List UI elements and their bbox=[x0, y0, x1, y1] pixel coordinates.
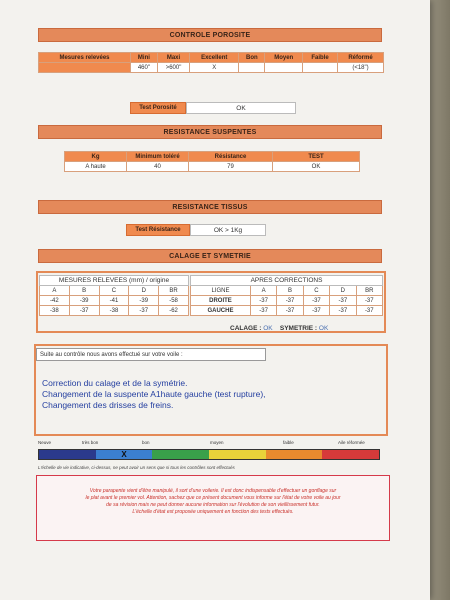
suspentes-value-row bbox=[65, 162, 360, 172]
mesures-cell: -62 bbox=[159, 306, 189, 316]
porosite-test-label: Test Porosité bbox=[130, 102, 186, 114]
apres-cell: -37 bbox=[277, 296, 303, 306]
apres-cell: -37 bbox=[250, 306, 276, 316]
apres-row bbox=[191, 296, 383, 306]
mesures-cell: -38 bbox=[99, 306, 129, 316]
mesures-cell: -37 bbox=[69, 306, 99, 316]
porosite-test-value: OK bbox=[186, 102, 296, 114]
warning-line: le plat avant le premier vol. Attention, sachez que ce présent document vous informe sur l'état de votre voile au jour bbox=[85, 495, 341, 501]
notes-line: Correction du calage et de la symétrie. bbox=[42, 378, 188, 388]
apres-row bbox=[191, 306, 383, 316]
tissus-test-value: OK > 1Kg bbox=[190, 224, 266, 236]
apres-cell: -37 bbox=[330, 306, 356, 316]
suspentes-value: 40 bbox=[127, 162, 189, 172]
mesures-header-row bbox=[40, 286, 189, 296]
notes-text bbox=[42, 378, 377, 411]
apres-cell: -37 bbox=[330, 296, 356, 306]
apres-cell: -37 bbox=[277, 306, 303, 316]
suspentes-table bbox=[64, 151, 360, 172]
suspentes-header: Kg bbox=[65, 152, 127, 162]
porosite-table bbox=[38, 52, 384, 73]
apres-header: BR bbox=[356, 286, 382, 296]
porosite-value bbox=[239, 63, 265, 73]
calage-status bbox=[230, 325, 328, 332]
apres-table bbox=[190, 275, 383, 316]
scale-segment-neuve bbox=[39, 450, 96, 459]
scale-label: faible bbox=[283, 440, 294, 445]
scale-label: moyen bbox=[210, 440, 224, 445]
mesures-header: C bbox=[99, 286, 129, 296]
apres-cell: DROITE bbox=[191, 296, 251, 306]
notes-heading: Suite au contrôle nous avons effectué sur votre voile : bbox=[36, 348, 266, 361]
suspentes-header: Minimum toléré bbox=[127, 152, 189, 162]
mesures-row bbox=[40, 306, 189, 316]
notes-line: Changement des drisses de freins. bbox=[42, 400, 174, 410]
scale-label: Aile réformée bbox=[338, 440, 365, 445]
scale-marker: X bbox=[121, 450, 127, 459]
apres-cell: -37 bbox=[303, 306, 329, 316]
apres-cell: -37 bbox=[303, 296, 329, 306]
apres-cell: -37 bbox=[250, 296, 276, 306]
porosite-value bbox=[265, 63, 303, 73]
porosite-header: Moyen bbox=[265, 53, 303, 63]
scale-note: L'échelle de vie indicative, ci-dessus, ne peut avoir un sens que si tous les contrôles sont effectués bbox=[38, 465, 235, 470]
scale-segment-tres-bon bbox=[96, 450, 153, 459]
scale-segment-reformee bbox=[322, 450, 379, 459]
warning-box bbox=[36, 475, 390, 541]
porosite-header: Maxi bbox=[157, 53, 189, 63]
mesures-table bbox=[39, 275, 189, 316]
suspentes-title: RESISTANCE SUSPENTES bbox=[38, 125, 382, 139]
suspentes-header-row bbox=[65, 152, 360, 162]
apres-cell: GAUCHE bbox=[191, 306, 251, 316]
apres-header: D bbox=[330, 286, 356, 296]
suspentes-value: 79 bbox=[189, 162, 273, 172]
porosite-header: Faible bbox=[303, 53, 338, 63]
apres-cell: -37 bbox=[356, 296, 382, 306]
warning-line: de sa révision mais ne peut donner aucune information sur l'évolution de son vieillissement futur. bbox=[106, 502, 320, 508]
scale-label: Neuve bbox=[38, 440, 52, 445]
suspentes-value: A haute bbox=[65, 162, 127, 172]
apres-cell: -37 bbox=[356, 306, 382, 316]
scale-label: très bon bbox=[82, 440, 99, 445]
porosite-value bbox=[39, 63, 131, 73]
calage-status-value: OK bbox=[263, 325, 273, 332]
porosite-value bbox=[303, 63, 338, 73]
mesures-title: MESURES RELEVEES (mm) / origine bbox=[40, 276, 189, 286]
notes-line: Changement de la suspente A1haute gauche (test rupture), bbox=[42, 389, 266, 399]
calage-status-label: CALAGE : bbox=[230, 325, 262, 332]
mesures-cell: -58 bbox=[159, 296, 189, 306]
mesures-header: A bbox=[40, 286, 70, 296]
porosite-header: Bon bbox=[239, 53, 265, 63]
warning-line: Votre parapente vient d'être manipulé, il sort d'une voilerie. Il est donc indispensable d'effectuer un gonflage sur bbox=[89, 488, 337, 494]
porosite-value: X bbox=[190, 63, 239, 73]
porosite-header: Excellent bbox=[190, 53, 239, 63]
symetrie-status-label: SYMETRIE : bbox=[279, 325, 318, 332]
life-scale-bar bbox=[38, 449, 380, 460]
mesures-row bbox=[40, 296, 189, 306]
porosite-header: Réformé bbox=[338, 53, 384, 63]
tissus-test-label: Test Résistance bbox=[126, 224, 190, 236]
scale-segment-moyen bbox=[209, 450, 266, 459]
apres-header: A bbox=[250, 286, 276, 296]
porosite-value: 460" bbox=[131, 63, 158, 73]
porosite-header: Mesures relevées bbox=[39, 53, 131, 63]
mesures-header: D bbox=[129, 286, 159, 296]
symetrie-status-value: OK bbox=[318, 325, 329, 332]
suspentes-value: OK bbox=[273, 162, 360, 172]
apres-title: APRES CORRECTIONS bbox=[191, 276, 383, 286]
scale-labels bbox=[38, 440, 380, 449]
porosite-header: Mini bbox=[131, 53, 158, 63]
scale-label: bon bbox=[142, 440, 150, 445]
mesures-cell: -41 bbox=[99, 296, 129, 306]
mesures-cell: -42 bbox=[40, 296, 70, 306]
mesures-header: BR bbox=[159, 286, 189, 296]
porosite-value: >600" bbox=[157, 63, 189, 73]
mesures-header: B bbox=[69, 286, 99, 296]
suspentes-header: Résistance bbox=[189, 152, 273, 162]
scale-segment-faible bbox=[266, 450, 323, 459]
mesures-cell: -37 bbox=[129, 306, 159, 316]
porosite-title: CONTROLE POROSITE bbox=[38, 28, 382, 42]
apres-header-row bbox=[191, 286, 383, 296]
warning-line: L'échelle d'état est proposée uniquement en fonction des tests effectués. bbox=[132, 509, 294, 515]
apres-header: LIGNE bbox=[191, 286, 251, 296]
porosite-value: (<18") bbox=[338, 63, 384, 73]
porosite-header-row bbox=[39, 53, 384, 63]
apres-title-row bbox=[191, 276, 383, 286]
mesures-cell: -39 bbox=[129, 296, 159, 306]
mesures-cell: -38 bbox=[40, 306, 70, 316]
scale-segment-bon bbox=[152, 450, 209, 459]
mesures-cell: -39 bbox=[69, 296, 99, 306]
suspentes-header: TEST bbox=[273, 152, 360, 162]
apres-header: B bbox=[277, 286, 303, 296]
porosite-value-row bbox=[39, 63, 384, 73]
mesures-title-row bbox=[40, 276, 189, 286]
calage-title: CALAGE ET SYMETRIE bbox=[38, 249, 382, 263]
apres-header: C bbox=[303, 286, 329, 296]
tissus-title: RESISTANCE TISSUS bbox=[38, 200, 382, 214]
